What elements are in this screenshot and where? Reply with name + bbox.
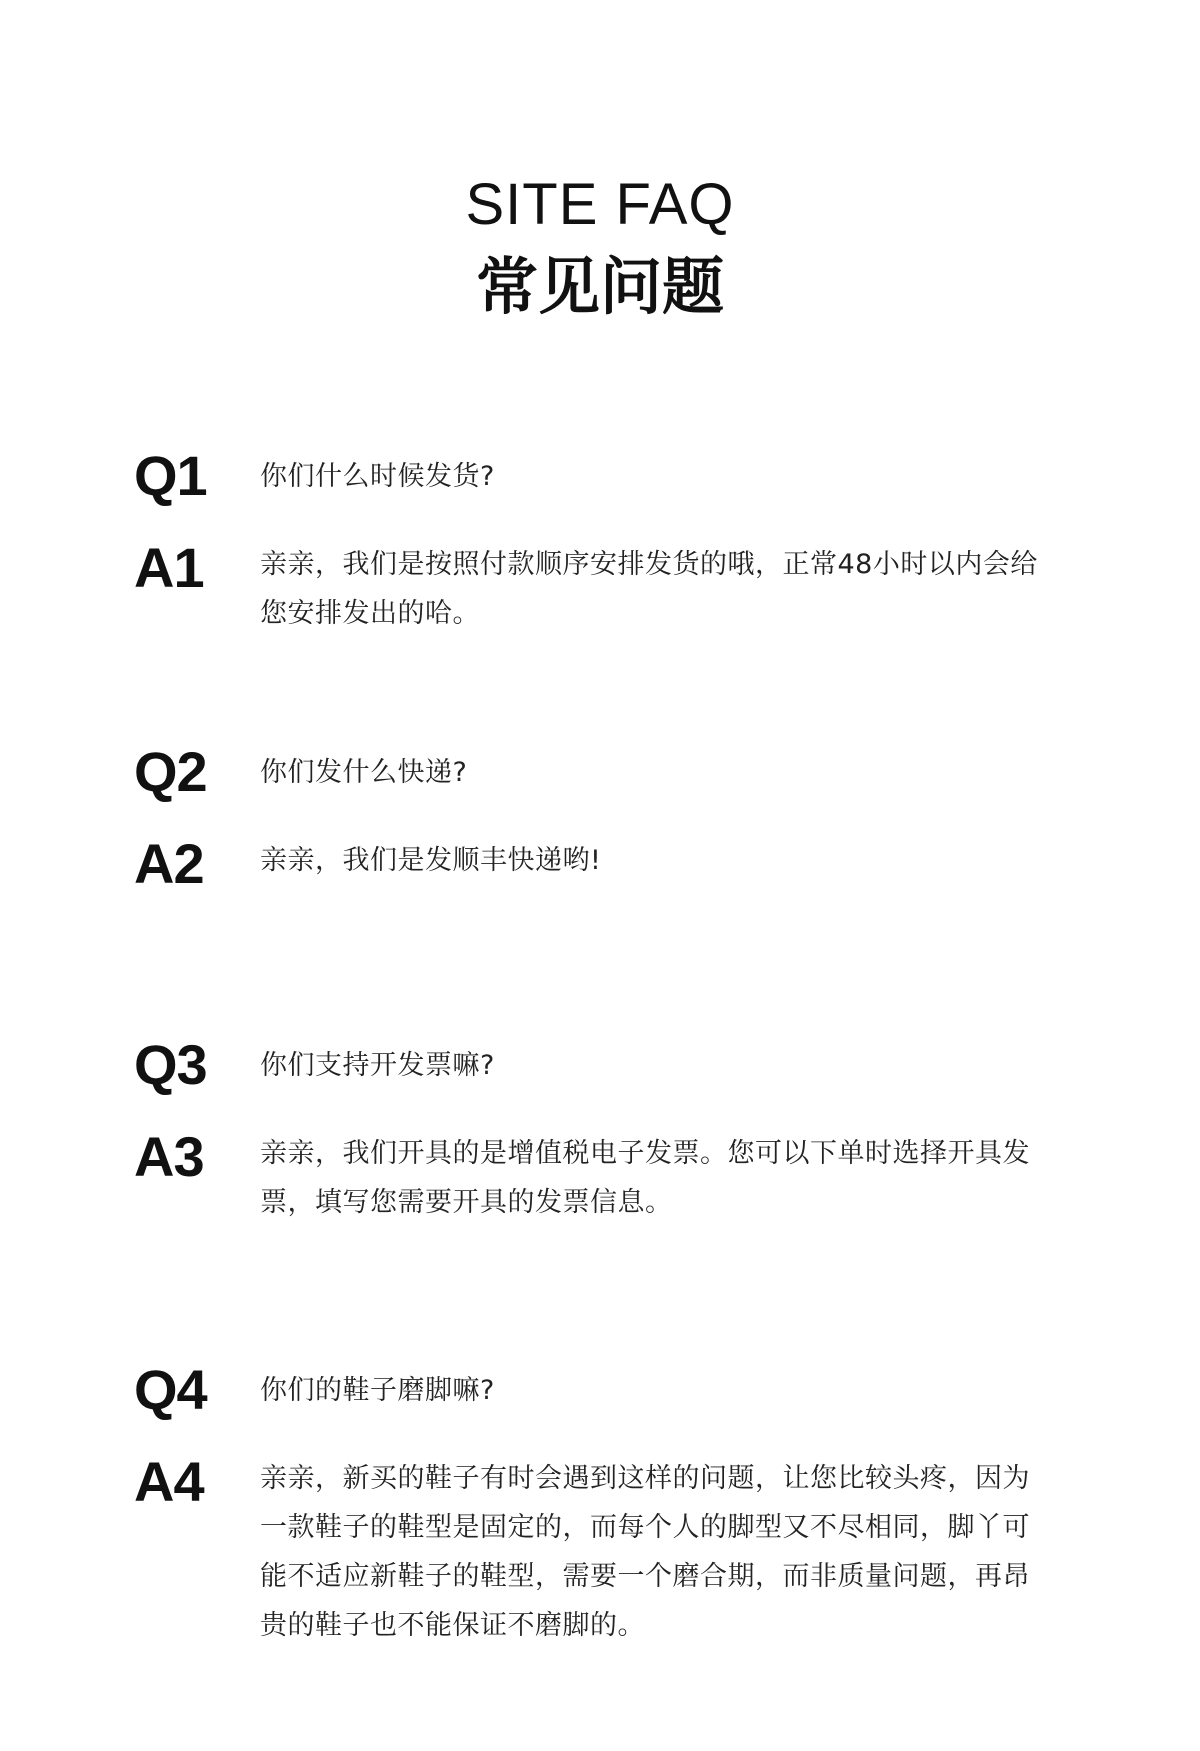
question-text: 你们什么时候发货?: [260, 461, 495, 492]
faq-item-4: [0, 1358, 1200, 1641]
question-label: Q2: [134, 740, 207, 803]
question-row: [0, 444, 1200, 514]
answer-text: 亲亲，我们是发顺丰快递哟!: [260, 845, 602, 876]
page-title-en: SITE FAQ: [465, 172, 735, 237]
question-text: 你们发什么快递?: [260, 757, 468, 788]
faq-item-1: [0, 444, 1200, 629]
faq-item-3: [0, 1033, 1200, 1218]
answer-text: 亲亲，我们开具的是增值税电子发票。您可以下单时选择开具发票，填写您需要开具的发票信息。: [260, 1138, 1030, 1218]
answer-label: A1: [134, 536, 204, 599]
faq-item-2: [0, 740, 1200, 902]
question-text: 你们支持开发票嘛?: [260, 1050, 495, 1081]
faq-header: [0, 170, 1200, 326]
answer-text: 亲亲，我们是按照付款顺序安排发货的哦，正常48小时以内会给您安排发出的哈。: [260, 549, 1038, 629]
answer-text: 亲亲，新买的鞋子有时会遇到这样的问题，让您比较头疼，因为一款鞋子的鞋型是固定的，而每个人的脚型又不尽相同，脚丫可能不适应新鞋子的鞋型，需要一个磨合期，而非质量问题，再昂贵的鞋子也不能保证不磨脚的。: [260, 1463, 1030, 1641]
answer-row: [0, 1125, 1200, 1218]
answer-label: A4: [134, 1450, 204, 1513]
question-row: [0, 740, 1200, 810]
answer-row: [0, 1450, 1200, 1641]
question-row: [0, 1358, 1200, 1428]
question-label: Q3: [134, 1033, 207, 1096]
answer-label: A3: [134, 1125, 204, 1188]
question-label: Q4: [134, 1358, 207, 1421]
answer-label: A2: [134, 832, 204, 895]
question-text: 你们的鞋子磨脚嘛?: [260, 1375, 495, 1406]
page-title-zh: 常见问题: [475, 250, 724, 323]
question-label: Q1: [134, 444, 207, 507]
question-row: [0, 1033, 1200, 1103]
answer-row: [0, 536, 1200, 629]
answer-row: [0, 832, 1200, 902]
